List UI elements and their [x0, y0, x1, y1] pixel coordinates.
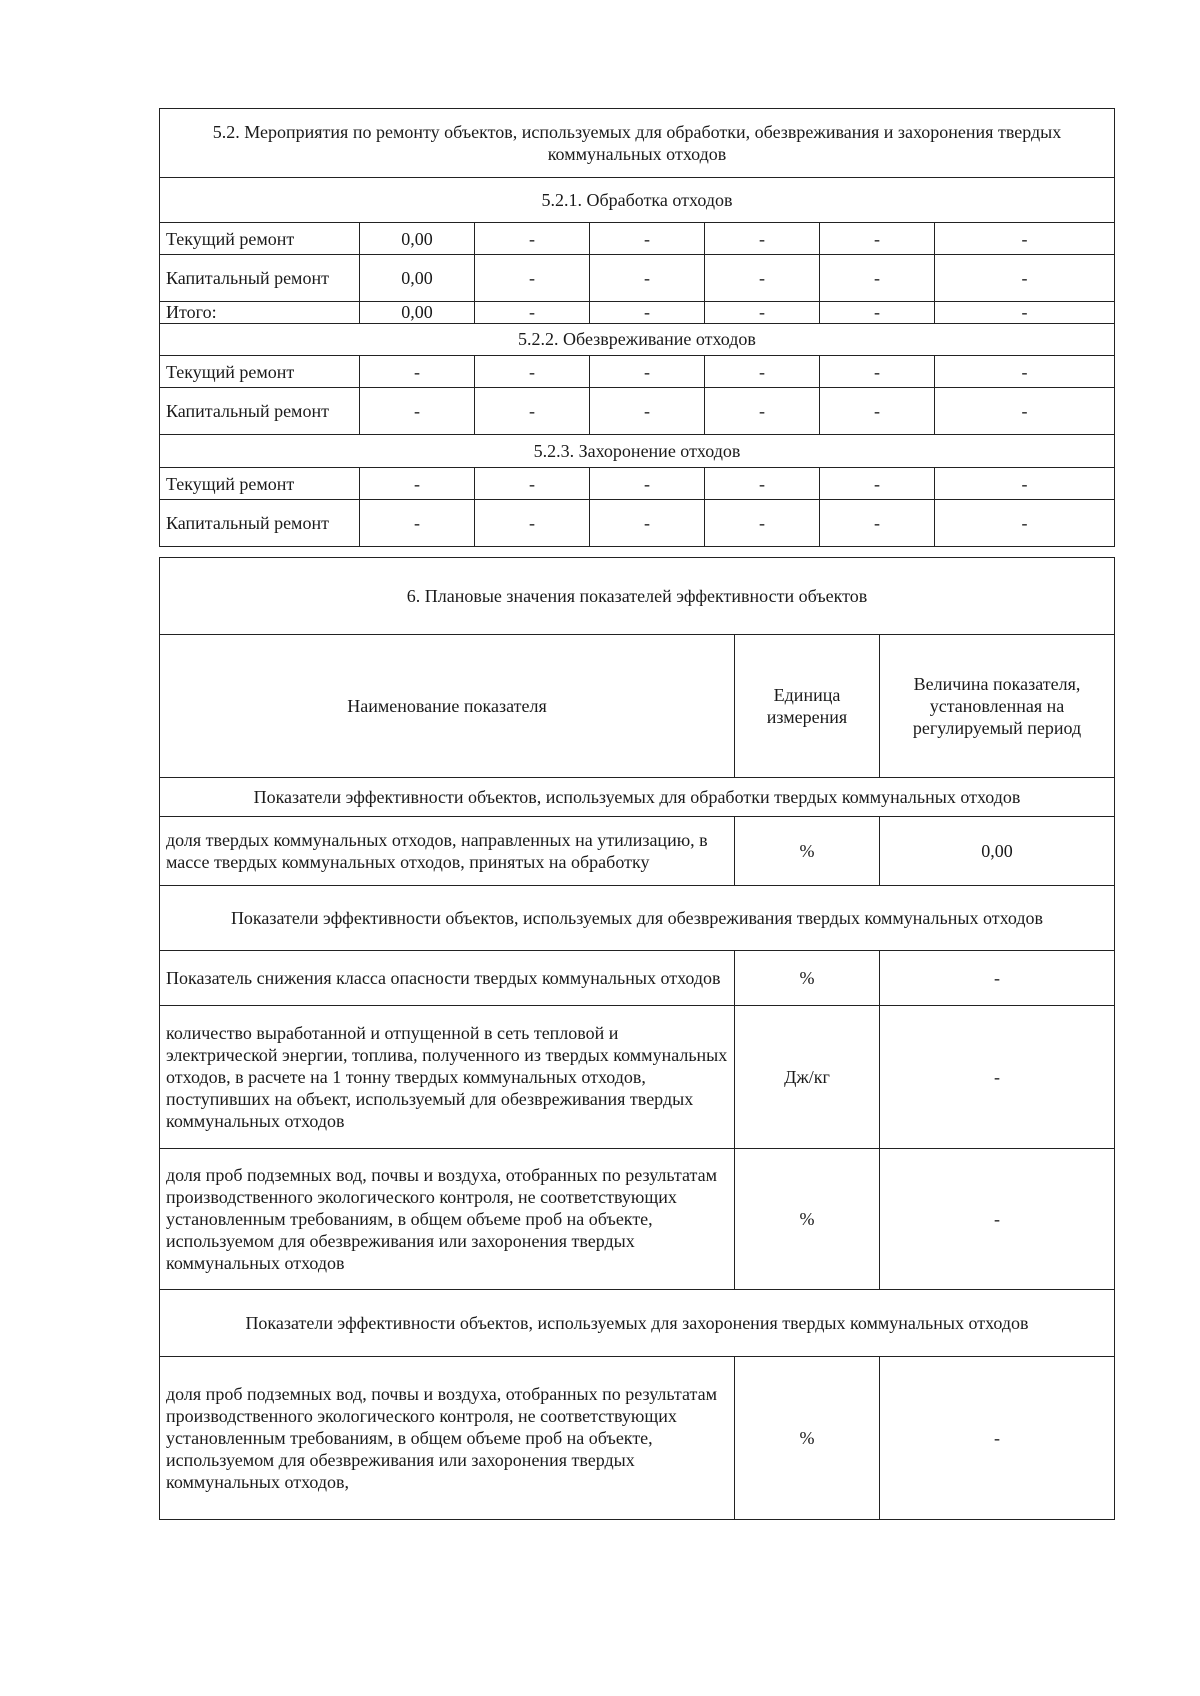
table-row — [160, 255, 1115, 302]
row-label: Итого: — [160, 302, 360, 324]
table-cell: - — [705, 255, 820, 302]
row-label: Текущий ремонт — [160, 356, 360, 388]
table-cell: - — [360, 500, 475, 547]
table-cell: - — [360, 388, 475, 435]
indicator-unit: % — [735, 1149, 880, 1290]
table-row — [160, 951, 1115, 1006]
table-cell: - — [935, 388, 1115, 435]
table-cell: - — [935, 500, 1115, 547]
table-cell: 0,00 — [360, 302, 475, 324]
section-5-2-title: 5.2. Мероприятия по ремонту объектов, используемых для обработки, обезвреживания и захоронения твердых коммунальных отходов — [160, 109, 1115, 178]
table-cell: - — [475, 302, 590, 324]
table-cell: - — [475, 356, 590, 388]
group-title: Показатели эффективности объектов, используемых для обработки твердых коммунальных отходов — [160, 778, 1115, 817]
header-unit: Единица измерения — [735, 635, 880, 778]
subsection-title: 5.2.1. Обработка отходов — [160, 178, 1115, 223]
table-cell: - — [935, 356, 1115, 388]
table-cell: - — [590, 468, 705, 500]
indicator-name: доля проб подземных вод, почвы и воздуха, отобранных по результатам производственного экологического контроля, не соответствующих установленным требованиям, в общем объеме проб на объекте, используемом для обезвреживания или захоронения твердых коммунальных отходов — [160, 1149, 735, 1290]
table-cell: - — [360, 356, 475, 388]
table-cell: - — [590, 356, 705, 388]
indicator-name: доля проб подземных вод, почвы и воздуха, отобранных по результатам производственного экологического контроля, не соответствующих установленным требованиям, в общем объеме проб на объекте, используемом для обезвреживания или захоронения твердых коммунальных отходов, — [160, 1357, 735, 1520]
indicator-unit: Дж/кг — [735, 1006, 880, 1149]
table-cell: - — [820, 255, 935, 302]
table-cell: - — [705, 500, 820, 547]
table-row — [160, 468, 1115, 500]
table-cell: - — [705, 468, 820, 500]
indicator-value: - — [880, 1149, 1115, 1290]
row-label: Капитальный ремонт — [160, 500, 360, 547]
table-cell: - — [935, 302, 1115, 324]
indicator-unit: % — [735, 817, 880, 886]
section-6-title: 6. Плановые значения показателей эффективности объектов — [160, 558, 1115, 635]
table-cell: - — [475, 388, 590, 435]
group-title: Показатели эффективности объектов, используемых для захоронения твердых коммунальных отходов — [160, 1290, 1115, 1357]
table-row-total — [160, 302, 1115, 324]
table-cell: - — [475, 500, 590, 547]
subsection-title: 5.2.2. Обезвреживание отходов — [160, 324, 1115, 356]
indicator-value: - — [880, 1006, 1115, 1149]
table-cell: - — [590, 255, 705, 302]
table-cell: - — [820, 500, 935, 547]
table-row — [160, 1357, 1115, 1520]
table-row — [160, 388, 1115, 435]
table-cell: - — [935, 223, 1115, 255]
indicator-unit: % — [735, 1357, 880, 1520]
indicator-name: доля твердых коммунальных отходов, направленных на утилизацию, в массе твердых коммунальных отходов, принятых на обработку — [160, 817, 735, 886]
table-row — [160, 356, 1115, 388]
table-cell: - — [590, 500, 705, 547]
row-label: Текущий ремонт — [160, 468, 360, 500]
table-cell: - — [705, 388, 820, 435]
table-cell: - — [475, 223, 590, 255]
header-value: Величина показателя, установленная на регулируемый период — [880, 635, 1115, 778]
table-cell: - — [705, 356, 820, 388]
table-row — [160, 1149, 1115, 1290]
repair-measures-table — [159, 108, 1115, 547]
indicator-value: - — [880, 951, 1115, 1006]
table-cell: - — [820, 388, 935, 435]
subsection-title: 5.2.3. Захоронение отходов — [160, 435, 1115, 468]
table-cell: 0,00 — [360, 223, 475, 255]
row-label: Капитальный ремонт — [160, 255, 360, 302]
indicator-name: количество выработанной и отпущенной в сеть тепловой и электрической энергии, топлива, полученного из твердых коммунальных отходов, в расчете на 1 тонну твердых коммунальных отходов, поступивших на объект, используемый для обезвреживания твердых коммунальных отходов — [160, 1006, 735, 1149]
table-cell: - — [475, 468, 590, 500]
table-cell: - — [590, 388, 705, 435]
row-label: Капитальный ремонт — [160, 388, 360, 435]
header-name: Наименование показателя — [160, 635, 735, 778]
table-cell: - — [935, 255, 1115, 302]
table-row — [160, 500, 1115, 547]
table-cell: - — [705, 302, 820, 324]
table-cell: 0,00 — [360, 255, 475, 302]
table-cell: - — [820, 223, 935, 255]
table-row — [160, 1006, 1115, 1149]
table-cell: - — [820, 302, 935, 324]
table-cell: - — [360, 468, 475, 500]
table-cell: - — [705, 223, 820, 255]
table-cell: - — [590, 302, 705, 324]
table-cell: - — [475, 255, 590, 302]
indicator-value: 0,00 — [880, 817, 1115, 886]
table-cell: - — [590, 223, 705, 255]
table-header-row — [160, 635, 1115, 778]
group-title: Показатели эффективности объектов, используемых для обезвреживания твердых коммунальных отходов — [160, 886, 1115, 951]
efficiency-indicators-table — [159, 557, 1115, 1520]
indicator-name: Показатель снижения класса опасности твердых коммунальных отходов — [160, 951, 735, 1006]
table-cell: - — [935, 468, 1115, 500]
indicator-unit: % — [735, 951, 880, 1006]
table-row — [160, 223, 1115, 255]
table-cell: - — [820, 468, 935, 500]
table-row — [160, 817, 1115, 886]
row-label: Текущий ремонт — [160, 223, 360, 255]
indicator-value: - — [880, 1357, 1115, 1520]
table-cell: - — [820, 356, 935, 388]
